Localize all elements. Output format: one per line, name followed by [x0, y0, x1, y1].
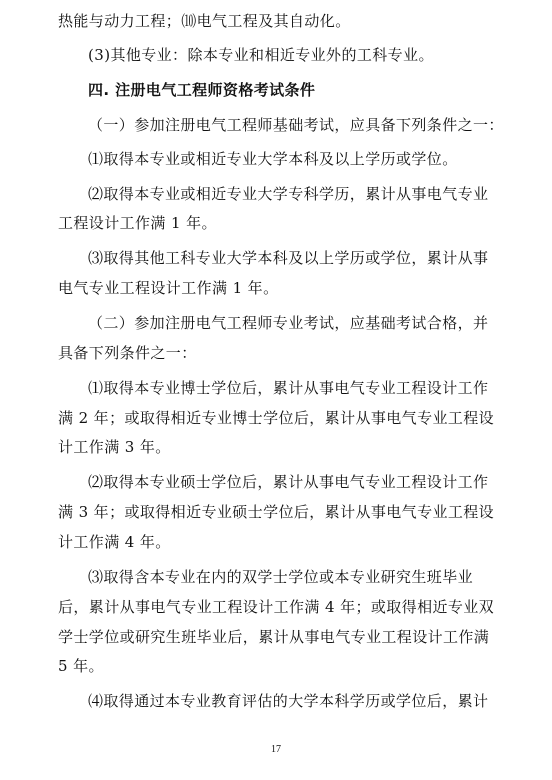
text-line: 满 3 年；或取得相近专业硕士学位后，累计从事电气专业工程设	[58, 503, 495, 521]
text-line: ⑴取得本专业博士学位后，累计从事电气专业工程设计工作	[88, 379, 489, 397]
text-line: 热能与动力工程；⑽电气工程及其自动化。	[58, 12, 351, 30]
text-line: 学士学位或研究生班毕业后，累计从事电气专业工程设计工作满	[58, 628, 490, 646]
text-line: ⑵取得本专业硕士学位后，累计从事电气专业工程设计工作	[88, 473, 489, 491]
text-line: 满 2 年；或取得相近专业博士学位后，累计从事电气专业工程设	[58, 409, 495, 427]
page-number: 17	[271, 744, 281, 755]
text-line: 具备下列条件之一：	[58, 344, 197, 362]
text-line: ⑵取得本专业或相近专业大学专科学历，累计从事电气专业	[88, 185, 489, 203]
text-line: 5 年。	[58, 657, 104, 675]
text-line: （二）参加注册电气工程师专业考试，应基础考试合格，并	[88, 314, 489, 332]
text-line: ⑶取得含本专业在内的双学士学位或本专业研究生班毕业	[88, 568, 474, 586]
text-line: (3)其他专业：除本专业和相近专业外的工科专业。	[88, 46, 434, 64]
text-line: 电气专业工程设计工作满 1 年。	[58, 279, 279, 297]
text-line: ⑶取得其他工科专业大学本科及以上学历或学位，累计从事	[88, 249, 489, 267]
section-heading: 四. 注册电气工程师资格考试条件	[88, 81, 316, 99]
text-line: ⑴取得本专业或相近专业大学本科及以上学历或学位。	[88, 150, 458, 168]
text-line: 工程设计工作满 1 年。	[58, 214, 217, 232]
text-line: 计工作满 4 年。	[58, 533, 171, 551]
text-line: ⑷取得通过本专业教育评估的大学本科学历或学位后，累计	[88, 692, 489, 710]
text-line: （一）参加注册电气工程师基础考试，应具备下列条件之一：	[88, 116, 504, 134]
text-line: 后，累计从事电气专业工程设计工作满 4 年；或取得相近专业双	[58, 598, 495, 616]
text-line: 计工作满 3 年。	[58, 438, 171, 456]
